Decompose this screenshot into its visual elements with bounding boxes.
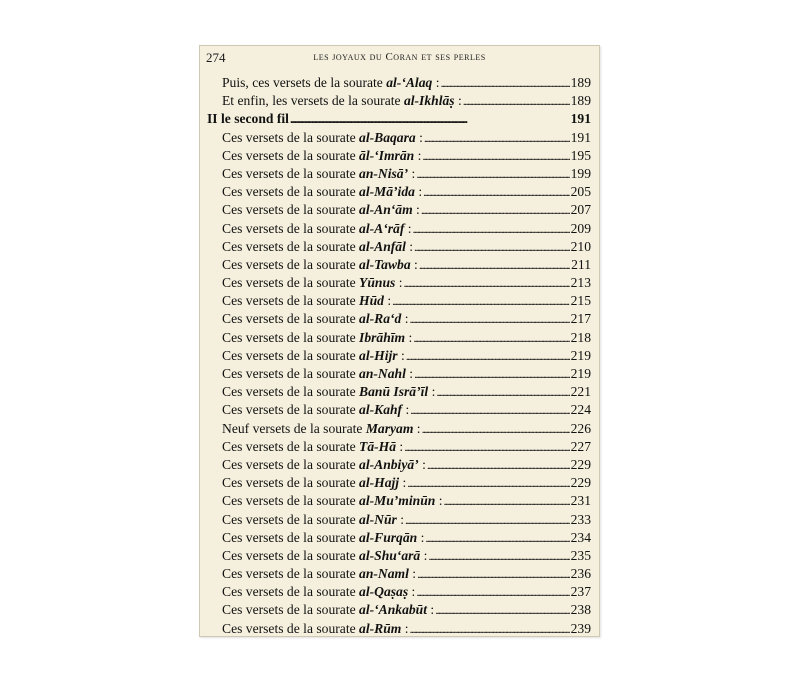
toc-page-number: 217 bbox=[570, 311, 591, 327]
toc-entry-title bbox=[222, 565, 416, 583]
surah-name: Ibrāhīm bbox=[359, 329, 406, 345]
toc-entry-prefix: Ces versets de la sourate bbox=[222, 584, 360, 600]
surah-name: al-Baqara bbox=[359, 129, 416, 145]
toc-entry-suffix: : bbox=[395, 275, 403, 291]
dot-leader bbox=[422, 147, 569, 165]
toc-entry-prefix: Ces versets de la sourate bbox=[222, 147, 360, 163]
toc-page-number: 219 bbox=[570, 347, 591, 363]
toc-entry-prefix: Ces versets de la sourate bbox=[222, 184, 360, 200]
toc-entry-prefix: Ces versets de la sourate bbox=[222, 347, 360, 363]
toc-entry-title bbox=[222, 583, 415, 601]
toc-entry-prefix: Ces versets de la sourate bbox=[222, 602, 360, 618]
toc-entry-suffix: : bbox=[428, 384, 436, 400]
surah-name: al-Rūm bbox=[359, 620, 402, 636]
toc-entry-suffix: : bbox=[413, 420, 421, 436]
dot-leader bbox=[436, 383, 569, 401]
toc-entry-title bbox=[222, 129, 423, 147]
toc-entry-suffix: : bbox=[415, 129, 423, 145]
surah-name: al-Ra‘d bbox=[359, 311, 402, 327]
toc-entry bbox=[200, 492, 599, 510]
toc-entry bbox=[200, 274, 599, 292]
toc-entry-suffix: : bbox=[402, 402, 410, 418]
toc-entry-title bbox=[222, 511, 404, 529]
toc-page-number: 237 bbox=[570, 584, 591, 600]
book-page bbox=[199, 45, 600, 637]
toc-entry-suffix: : bbox=[410, 256, 418, 272]
toc-entry-prefix: Ces versets de la sourate bbox=[222, 566, 360, 582]
toc-entry-title bbox=[222, 547, 427, 565]
surah-name: Tā-Hā bbox=[359, 438, 397, 454]
toc-entry-prefix: Ces versets de la sourate bbox=[222, 311, 360, 327]
dot-leader bbox=[424, 129, 570, 147]
toc-entry-prefix: Et enfin, les versets de la sourate bbox=[222, 93, 404, 109]
dot-leader bbox=[435, 601, 569, 619]
toc-page-number: 191 bbox=[570, 111, 591, 127]
toc-entry-prefix: Ces versets de la sourate bbox=[222, 293, 360, 309]
toc-page-number: 205 bbox=[570, 184, 591, 200]
toc-section-heading bbox=[200, 110, 599, 128]
toc-entry-title bbox=[222, 492, 443, 510]
surah-name: al-Mā’ida bbox=[359, 184, 415, 200]
toc-entry-suffix: : bbox=[408, 165, 416, 181]
table-of-contents bbox=[200, 74, 599, 638]
surah-name: al-Hijr bbox=[359, 347, 398, 363]
toc-page-number: 238 bbox=[570, 602, 591, 618]
dot-leader bbox=[419, 256, 570, 274]
toc-entry-title bbox=[222, 220, 412, 238]
dot-leader bbox=[417, 565, 570, 583]
surah-name: al-‘Alaq bbox=[386, 75, 433, 90]
toc-entry bbox=[200, 365, 599, 383]
toc-entry-prefix: II le second fil bbox=[207, 111, 289, 127]
toc-entry-prefix: Ces versets de la sourate bbox=[222, 620, 360, 636]
toc-entry-suffix: : bbox=[396, 511, 404, 527]
toc-page-number: 229 bbox=[570, 475, 591, 491]
toc-page-number: 234 bbox=[570, 529, 591, 545]
toc-entry bbox=[200, 256, 599, 274]
surah-name: al-Furqān bbox=[359, 529, 418, 545]
dot-leader bbox=[410, 401, 569, 419]
dot-leader bbox=[404, 274, 570, 292]
surah-name: an-Nisā’ bbox=[359, 165, 409, 181]
page-number: 274 bbox=[206, 50, 226, 65]
toc-page-number: 213 bbox=[570, 275, 591, 291]
toc-entry bbox=[200, 601, 599, 619]
toc-entry-prefix: Neuf versets de la sourate bbox=[222, 420, 366, 436]
dot-leader bbox=[414, 238, 570, 256]
toc-entry-title bbox=[222, 347, 405, 365]
surah-name: al-Anfāl bbox=[359, 238, 406, 254]
toc-entry-suffix: : bbox=[412, 202, 420, 218]
toc-page-number: 219 bbox=[570, 366, 591, 381]
toc-entry bbox=[200, 92, 599, 110]
toc-entry bbox=[200, 147, 599, 165]
surah-name: al-Ikhlāṣ bbox=[403, 93, 455, 109]
dot-leader bbox=[427, 456, 570, 474]
toc-entry bbox=[200, 511, 599, 529]
toc-entry-prefix: Ces versets de la sourate bbox=[222, 165, 360, 181]
toc-entry-suffix: : bbox=[417, 529, 425, 545]
dot-leader bbox=[423, 183, 570, 201]
dot-leader bbox=[413, 220, 570, 238]
toc-entry-title bbox=[222, 292, 391, 310]
toc-entry-title bbox=[222, 183, 422, 201]
toc-page-number: 229 bbox=[570, 456, 591, 472]
toc-entry bbox=[200, 474, 599, 492]
toc-entry-title bbox=[222, 365, 413, 383]
toc-entry-suffix: : bbox=[414, 184, 423, 200]
surah-name: al-Mu’minūn bbox=[359, 493, 436, 509]
toc-entry bbox=[200, 329, 599, 347]
surah-name: al-Kahf bbox=[359, 402, 403, 418]
toc-page-number: 221 bbox=[570, 384, 591, 400]
toc-page-number: 218 bbox=[570, 329, 591, 345]
toc-page-number: 224 bbox=[570, 402, 591, 418]
toc-page-number: 189 bbox=[570, 93, 591, 109]
toc-entry bbox=[200, 347, 599, 365]
toc-entry-prefix: Ces versets de la sourate bbox=[222, 220, 360, 236]
dot-leader bbox=[416, 583, 569, 601]
surah-name: Yūnus bbox=[359, 275, 396, 291]
toc-entry bbox=[200, 183, 599, 201]
toc-entry bbox=[200, 565, 599, 583]
toc-entry-title bbox=[222, 529, 424, 547]
toc-entry bbox=[200, 238, 599, 256]
surah-name: al-Tawba bbox=[359, 256, 411, 272]
surah-name: al-Hajj bbox=[359, 475, 400, 491]
toc-entry-title bbox=[207, 110, 289, 128]
surah-name: al-Shu‘arā bbox=[359, 547, 421, 563]
toc-page-number: 191 bbox=[570, 129, 591, 145]
surah-name: an-Nahl bbox=[359, 366, 406, 381]
dot-leader bbox=[413, 329, 569, 347]
toc-entry-title bbox=[222, 438, 403, 456]
toc-entry-suffix: : bbox=[414, 147, 422, 163]
surah-name: Maryam bbox=[365, 420, 414, 436]
running-title: les joyaux du Coran et ses perles bbox=[313, 51, 486, 63]
toc-entry-title bbox=[222, 456, 426, 474]
toc-page-number: 226 bbox=[570, 420, 591, 436]
surah-name: al-An‘ām bbox=[359, 202, 413, 218]
toc-entry-prefix: Ces versets de la sourate bbox=[222, 256, 360, 272]
toc-page-number: 215 bbox=[570, 293, 591, 309]
toc-entry-title bbox=[222, 165, 415, 183]
dot-leader bbox=[425, 529, 569, 547]
toc-entry-prefix: Ces versets de la sourate bbox=[222, 511, 360, 527]
toc-entry-suffix: : bbox=[405, 329, 413, 345]
toc-page-number: 211 bbox=[571, 256, 591, 272]
toc-entry-prefix: Ces versets de la sourate bbox=[222, 329, 360, 345]
toc-entry bbox=[200, 620, 599, 638]
dot-leader bbox=[407, 474, 569, 492]
dot-leader bbox=[290, 110, 570, 128]
toc-entry-suffix: : bbox=[405, 238, 414, 254]
toc-entry-prefix: Ces versets de la sourate bbox=[222, 366, 360, 381]
toc-entry-title bbox=[222, 74, 439, 92]
toc-entry bbox=[200, 129, 599, 147]
toc-entry-suffix: : bbox=[408, 566, 417, 582]
surah-name: al-‘Ankabūt bbox=[359, 602, 428, 618]
toc-entry bbox=[200, 438, 599, 456]
toc-entry bbox=[200, 529, 599, 547]
toc-entry-title bbox=[222, 147, 421, 165]
toc-entry-suffix: : bbox=[401, 311, 409, 327]
toc-entry bbox=[200, 74, 599, 92]
dot-leader bbox=[404, 438, 569, 456]
toc-entry-title bbox=[222, 601, 434, 619]
toc-entry bbox=[200, 383, 599, 401]
surah-name: al-Qaṣaṣ bbox=[359, 584, 409, 600]
toc-entry-title bbox=[222, 310, 409, 328]
toc-entry bbox=[200, 310, 599, 328]
toc-entry-prefix: Ces versets de la sourate bbox=[222, 475, 360, 491]
toc-page-number: 235 bbox=[570, 547, 591, 563]
toc-entry-title bbox=[222, 383, 435, 401]
toc-page-number: 189 bbox=[570, 75, 591, 90]
toc-page-number: 233 bbox=[570, 511, 591, 527]
dot-leader bbox=[405, 511, 570, 529]
toc-entry-title bbox=[222, 329, 412, 347]
dot-leader bbox=[410, 620, 570, 638]
toc-entry-suffix: : bbox=[397, 347, 405, 363]
toc-entry-prefix: Puis, ces versets de la sourate bbox=[222, 75, 387, 90]
toc-entry-suffix: : bbox=[404, 220, 412, 236]
toc-entry-title bbox=[222, 201, 420, 219]
toc-entry-suffix: : bbox=[418, 456, 426, 472]
toc-entry-title bbox=[222, 420, 421, 438]
surah-name: al-Anbiyā’ bbox=[359, 456, 419, 472]
page-header bbox=[200, 46, 599, 74]
toc-entry-prefix: Ces versets de la sourate bbox=[222, 202, 360, 218]
toc-entry bbox=[200, 401, 599, 419]
toc-entry-title bbox=[222, 474, 406, 492]
toc-page-number: 199 bbox=[570, 165, 591, 181]
toc-entry-title bbox=[222, 256, 418, 274]
toc-entry-prefix: Ces versets de la sourate bbox=[222, 529, 360, 545]
dot-leader bbox=[421, 201, 570, 219]
dot-leader bbox=[428, 547, 569, 565]
toc-page-number: 209 bbox=[570, 220, 591, 236]
dot-leader bbox=[440, 74, 569, 92]
dot-leader bbox=[444, 492, 570, 510]
toc-entry-title bbox=[222, 238, 413, 256]
toc-page-number: 239 bbox=[570, 620, 591, 636]
dot-leader bbox=[392, 292, 569, 310]
toc-entry-title bbox=[222, 92, 462, 110]
toc-entry-prefix: Ces versets de la sourate bbox=[222, 493, 360, 509]
toc-entry-prefix: Ces versets de la sourate bbox=[222, 402, 360, 418]
dot-leader bbox=[414, 365, 570, 383]
toc-entry bbox=[200, 547, 599, 565]
toc-entry-title bbox=[222, 274, 403, 292]
toc-entry-prefix: Ces versets de la sourate bbox=[222, 384, 360, 400]
surah-name: Hūd bbox=[359, 293, 384, 309]
toc-entry-suffix: : bbox=[420, 547, 428, 563]
toc-entry-title bbox=[222, 620, 409, 638]
toc-entry bbox=[200, 583, 599, 601]
toc-entry-prefix: Ces versets de la sourate bbox=[222, 456, 360, 472]
toc-entry bbox=[200, 456, 599, 474]
toc-entry-suffix: : bbox=[399, 475, 407, 491]
toc-entry-prefix: Ces versets de la sourate bbox=[222, 275, 360, 291]
dot-leader bbox=[406, 347, 570, 365]
surah-name: al-Nūr bbox=[359, 511, 397, 527]
toc-entry-suffix: : bbox=[408, 584, 416, 600]
toc-entry-prefix: Ces versets de la sourate bbox=[222, 547, 360, 563]
surah-name: āl-‘Imrān bbox=[359, 147, 415, 163]
toc-entry-suffix: : bbox=[396, 438, 404, 454]
toc-entry-suffix: : bbox=[454, 93, 462, 109]
toc-entry-suffix: : bbox=[427, 602, 435, 618]
toc-page-number: 236 bbox=[570, 566, 591, 582]
toc-entry-suffix: : bbox=[405, 366, 414, 381]
toc-entry-suffix: : bbox=[401, 620, 409, 636]
surah-name: al-A‘rāf bbox=[359, 220, 405, 236]
dot-leader bbox=[416, 165, 569, 183]
toc-page-number: 207 bbox=[570, 202, 591, 218]
toc-entry-prefix: Ces versets de la sourate bbox=[222, 438, 360, 454]
surah-name: Banū Isrā’īl bbox=[359, 384, 429, 400]
toc-page-number: 210 bbox=[570, 238, 591, 254]
toc-entry-suffix: : bbox=[435, 493, 443, 509]
toc-entry-suffix: : bbox=[383, 293, 392, 309]
dot-leader bbox=[463, 92, 570, 110]
toc-entry bbox=[200, 420, 599, 438]
toc-entry-title bbox=[222, 401, 409, 419]
dot-leader bbox=[422, 420, 570, 438]
toc-entry bbox=[200, 165, 599, 183]
toc-entry-prefix: Ces versets de la sourate bbox=[222, 129, 360, 145]
toc-entry bbox=[200, 201, 599, 219]
toc-entry bbox=[200, 220, 599, 238]
toc-page-number: 227 bbox=[570, 438, 591, 454]
toc-entry-suffix: : bbox=[432, 75, 440, 90]
toc-page-number: 195 bbox=[570, 147, 591, 163]
surah-name: an-Naml bbox=[359, 566, 409, 582]
toc-entry-prefix: Ces versets de la sourate bbox=[222, 238, 360, 254]
dot-leader bbox=[410, 310, 570, 328]
toc-entry bbox=[200, 292, 599, 310]
toc-page-number: 231 bbox=[570, 493, 591, 509]
